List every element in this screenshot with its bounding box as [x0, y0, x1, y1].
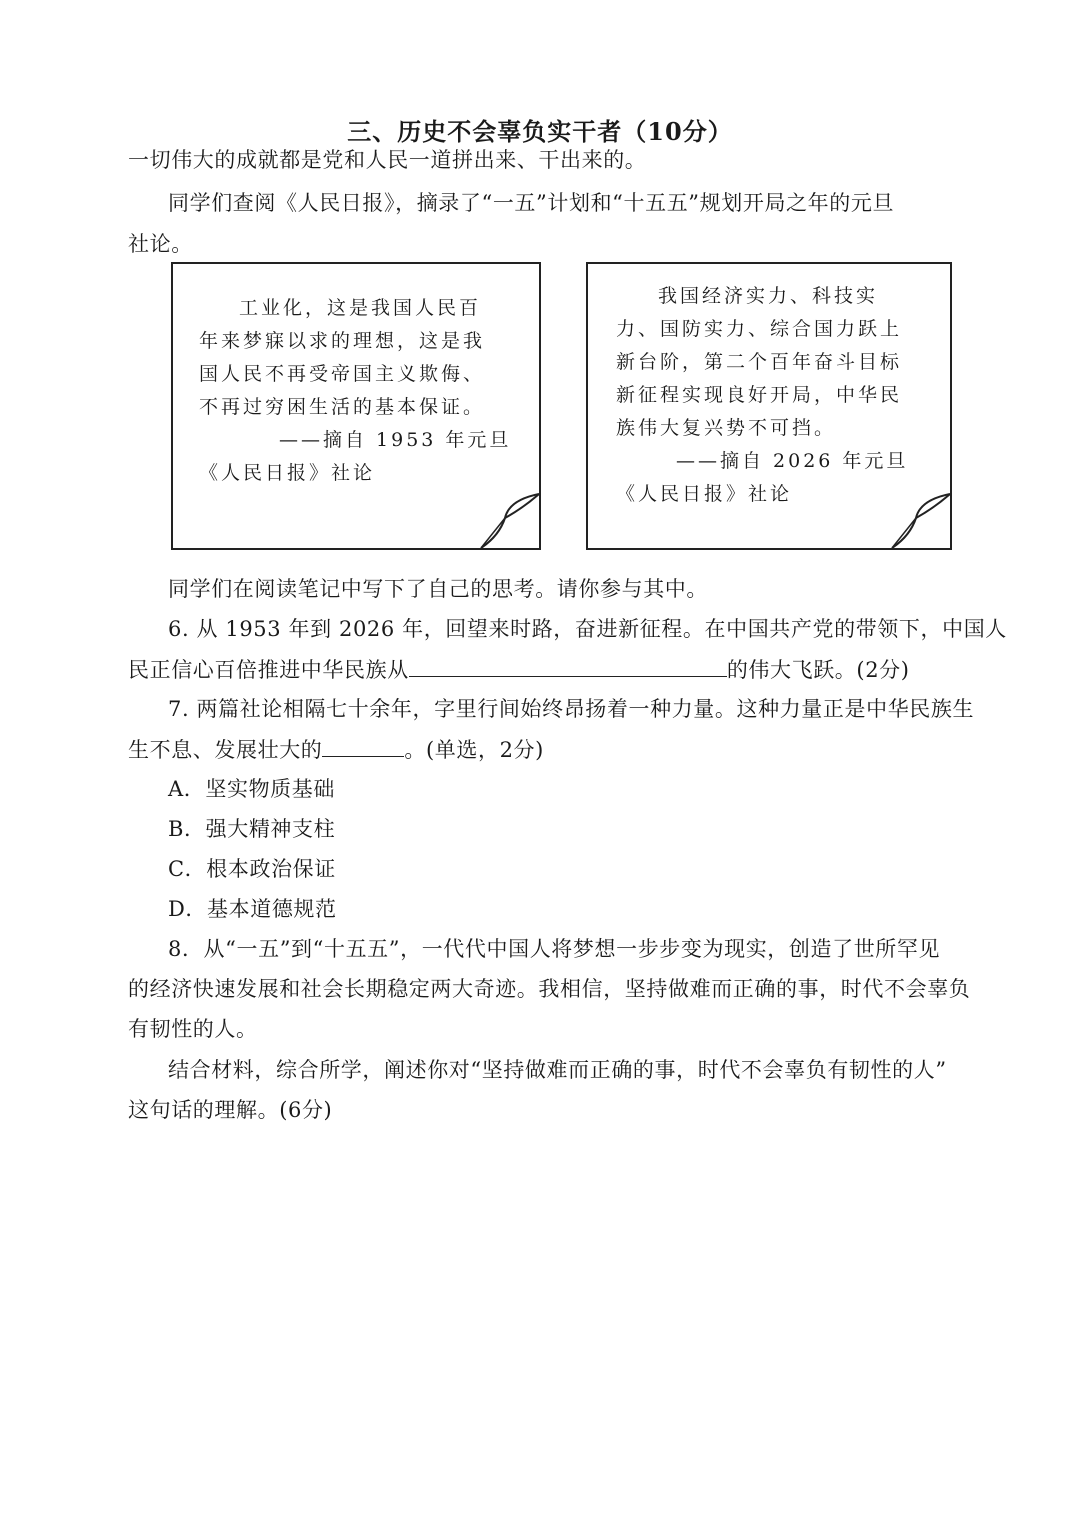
para1-line2: 社论。: [128, 232, 193, 256]
q6-text-after: 的伟大飞跃。(2分): [726, 658, 910, 682]
note-left: [171, 262, 541, 550]
page-curl-icon: [880, 492, 950, 548]
para1-line1: 同学们查阅《人民日报》，摘录了“一五”计划和“十五五”规划开局之年的元旦: [168, 191, 895, 215]
note-left-source: ——摘自 1953 年元旦: [279, 429, 512, 451]
q7-option-d[interactable]: D．基本道德规范: [168, 897, 337, 921]
q7-option-b[interactable]: B．强大精神支柱: [168, 817, 336, 841]
reading-note: 同学们在阅读笔记中写下了自己的思考。请你参与其中。: [168, 577, 708, 601]
note-right-source: ——摘自 2026 年元旦: [676, 450, 909, 472]
note-right: [586, 262, 952, 550]
note-left-line: 不再过穷困生活的基本保证。: [199, 396, 486, 418]
q7-line2: [128, 734, 544, 765]
q8-prompt-line2: 这句话的理解。(6分): [128, 1098, 333, 1122]
q7-line1: 7. 两篇社论相隔七十余年，字里行间始终昂扬着一种力量。这种力量正是中华民族生: [168, 697, 975, 721]
q8-prompt-line1: 结合材料，综合所学，阐述你对“坚持做难而正确的事，时代不会辜负有韧性的人”: [168, 1058, 947, 1082]
q6-answer-blank[interactable]: [409, 654, 727, 677]
note-left-line: 国人民不再受帝国主义欺侮、: [199, 363, 486, 385]
q6-line2: [128, 654, 910, 685]
page-curl-icon: [469, 492, 539, 548]
q8-line2: 的经济快速发展和社会长期稳定两大奇迹。我相信，坚持做难而正确的事，时代不会辜负: [128, 977, 971, 1001]
section-title: 三、历史不会辜负实干者（10分）: [347, 117, 733, 146]
q8-line1: 8．从“一五”到“十五五”，一代代中国人将梦想一步步变为现实，创造了世所罕见: [168, 937, 941, 961]
note-right-line: 新台阶，第二个百年奋斗目标: [616, 351, 903, 373]
note-right-line: 我国经济实力、科技实: [658, 285, 879, 307]
q7-text-before: 生不息、发展壮大的: [128, 738, 323, 762]
note-left-line: 工业化，这是我国人民百: [239, 297, 482, 319]
q7-answer-blank[interactable]: [322, 734, 404, 757]
q6-text-before: 民正信心百倍推进中华民族从: [128, 658, 409, 682]
note-right-line: 新征程实现良好开局，中华民: [616, 384, 903, 406]
q7-option-a[interactable]: A．坚实物质基础: [168, 777, 335, 801]
note-right-line: 族伟大复兴势不可挡。: [616, 417, 837, 439]
intro-line: 一切伟大的成就都是党和人民一道拼出来、干出来的。: [128, 148, 647, 172]
note-right-line: 力、国防实力、综合国力跃上: [616, 318, 903, 340]
note-left-line: 年来梦寐以求的理想，这是我: [199, 330, 486, 352]
note-right-source: 《人民日报》社论: [616, 483, 793, 505]
q8-line3: 有韧性的人。: [128, 1017, 258, 1041]
q6-line1: 6. 从 1953 年到 2026 年，回望来时路，奋进新征程。在中国共产党的带领下，中国人: [168, 617, 1007, 641]
note-left-source: 《人民日报》社论: [199, 462, 376, 484]
q7-text-after: 。(单选，2分): [404, 738, 544, 762]
q7-option-c[interactable]: C．根本政治保证: [168, 857, 336, 881]
